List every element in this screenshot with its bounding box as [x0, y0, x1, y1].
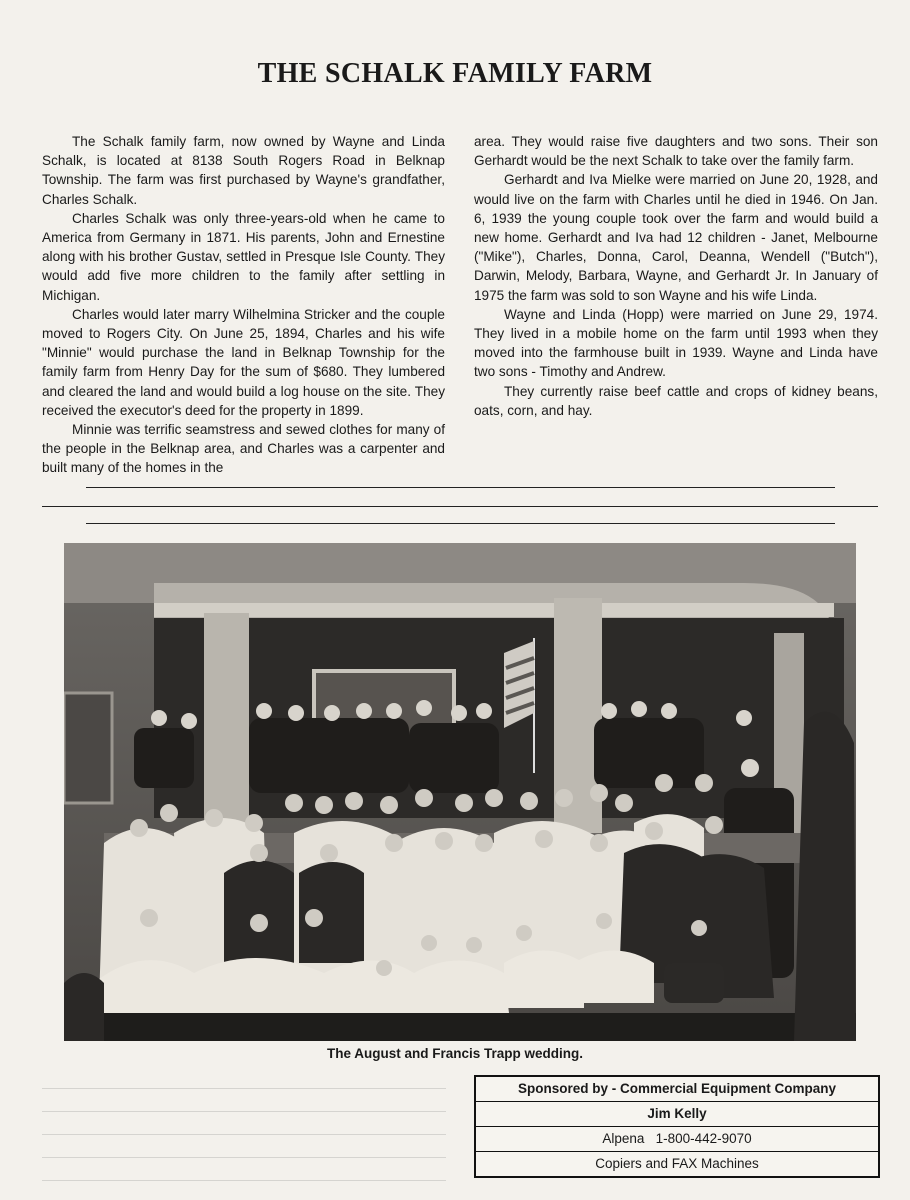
article-paragraph-continued: area. They would raise five daughters and two sons. Their son Gerhardt would be the next Schalk to take over the family farm.: [474, 134, 878, 169]
sponsor-heading: Sponsored by - Commercial Equipment Company: [517, 1081, 837, 1096]
article-paragraph: Charles would later marry Wilhelmina Stricker and the couple moved to Rogers City. On June 25, 1894, Charles and his wife "Minnie" would purchase the land in Belknap Township for the family farm from Henry Day for the sum of $680. They lumbered and cleared the land and would build a log house on the site. They received the executor's deed for the property in 1899.: [42, 306, 445, 418]
divider-rule: [86, 487, 835, 488]
wedding-group-photo: [64, 543, 856, 1041]
article-paragraph: Gerhardt and Iva Mielke were married on June 20, 1928, and would live on the farm with Charles until he died in 1946. On Jan. 6, 1939 the young couple took over the farm and would build a new home. Gerhardt and Iva had 12 children - Janet, Melbourne ("Mike"), Charles, Donna, Carol, Deanna, Wendell ("Butch"), Darwin, Melody, Barbara, Wayne, and Gerhardt Jr. In January of 1975 the farm was sold to son Wayne and his wife Linda.: [474, 172, 878, 303]
sponsor-contact-name: Jim Kelly: [476, 1101, 878, 1126]
article-paragraph: Minnie was terrific seamstress and sewed clothes for many of the people in the Belknap area, and Charles was a carpenter and built many of the homes in the: [42, 422, 445, 476]
divider-rule: [42, 506, 878, 507]
article-column-right: [474, 132, 878, 420]
sponsor-phone: Alpena 1-800-442-9070: [476, 1126, 878, 1151]
sponsor-services: Copiers and FAX Machines: [476, 1151, 878, 1176]
photo-caption: The August and Francis Trapp wedding.: [326, 1046, 584, 1061]
article-paragraph: Charles Schalk was only three-years-old when he came to America from Germany in 1871. His parents, John and Ernestine along with his brother Gustav, settled in Presque Isle County. They would add five more children to the family after settling in Michigan.: [42, 210, 445, 303]
sponsor-box: [474, 1075, 880, 1178]
bleed-through-box: [42, 1066, 446, 1178]
article-paragraph: Wayne and Linda (Hopp) were married on June 29, 1974. They lived in a mobile home on the farm until 1993 when they moved into the farmhouse built in 1939. Wayne and Linda have two sons - Timothy and Andrew.: [474, 306, 878, 380]
article-column-left: [42, 132, 445, 478]
article-paragraph: They currently raise beef cattle and crops of kidney beans, oats, corn, and hay.: [474, 383, 878, 418]
divider-rule: [86, 523, 835, 524]
page-title: THE SCHALK FAMILY FARM: [257, 58, 653, 89]
article-paragraph: The Schalk family farm, now owned by Wayne and Linda Schalk, is located at 8138 South Rogers Road in Belknap Township. The farm was first purchased by Wayne's grandfather, Charles Schalk.: [42, 134, 445, 207]
